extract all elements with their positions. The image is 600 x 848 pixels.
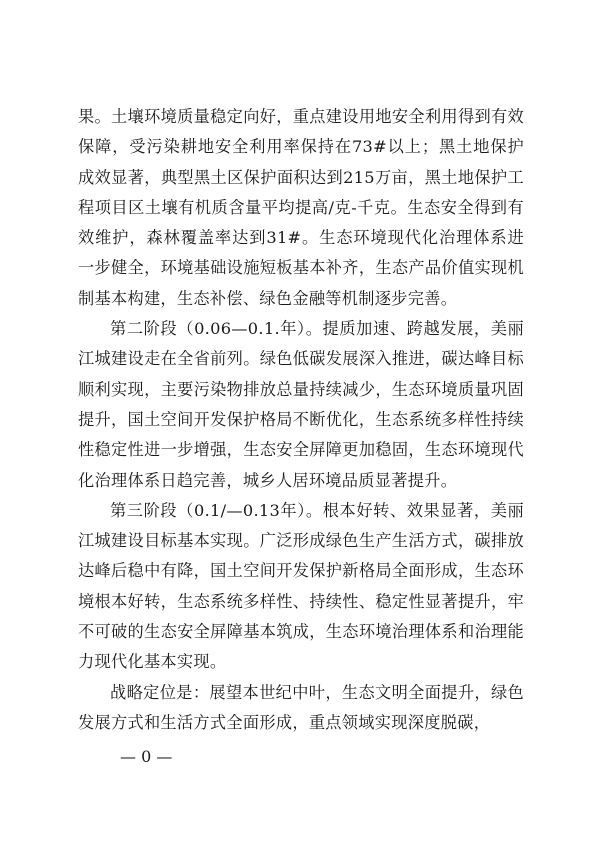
body-text <box>78 102 524 738</box>
paragraph-stage-two: 第二阶段（0.06—0.1.年）。提质加速、跨越发展，美丽江城建设走在全省前列。绿色低碳发展深入推进，碳达峰目标顺利实现，主要污染物排放总量持续减少，生态环境质量巩固提升，国土空间开发保护格局不断优化，生态系统多样性持续性稳定性进一步增强，生态安全屏障更加稳固，生态环境现代化治理体系日趋完善，城乡人居环境品质显著提升。 <box>78 319 524 490</box>
page-number: — 0 — <box>120 747 173 766</box>
paragraph-strategic-positioning: 战略定位是：展望本世纪中叶，生态文明全面提升，绿色发展方式和生活方式全面形成，重点领域实现深度脱碳， <box>78 682 524 732</box>
paragraph-stage-three: 第三阶段（0.1/—0.13年）。根本好转、效果显著，美丽江城建设目标基本实现。广泛形成绿色生产生活方式，碳排放达峰后稳中有降，国土空间开发保护新格局全面形成，生态环境根本好转，生态系统多样性、持续性、稳定性显著提升，牢不可破的生态安全屏障基本筑成，生态环境治理体系和治理能力现代化基本实现。 <box>78 500 524 672</box>
paragraph-continuation: 果。土壤环境质量稳定向好，重点建设用地安全利用得到有效保障，受污染耕地安全利用率保持在73#以上；黑土地保护成效显著，典型黑土区保护面积达到215万亩，黑土地保护工程项目区土壤有机质含量平均提高/克-千克。生态安全得到有效维护，森林覆盖率达到31#。生态环境现代化治理体系进一步健全，环境基础设施短板基本补齐，生态产品价值实现机制基本构建，生态补偿、绿色金融等机制逐步完善。 <box>78 107 524 308</box>
